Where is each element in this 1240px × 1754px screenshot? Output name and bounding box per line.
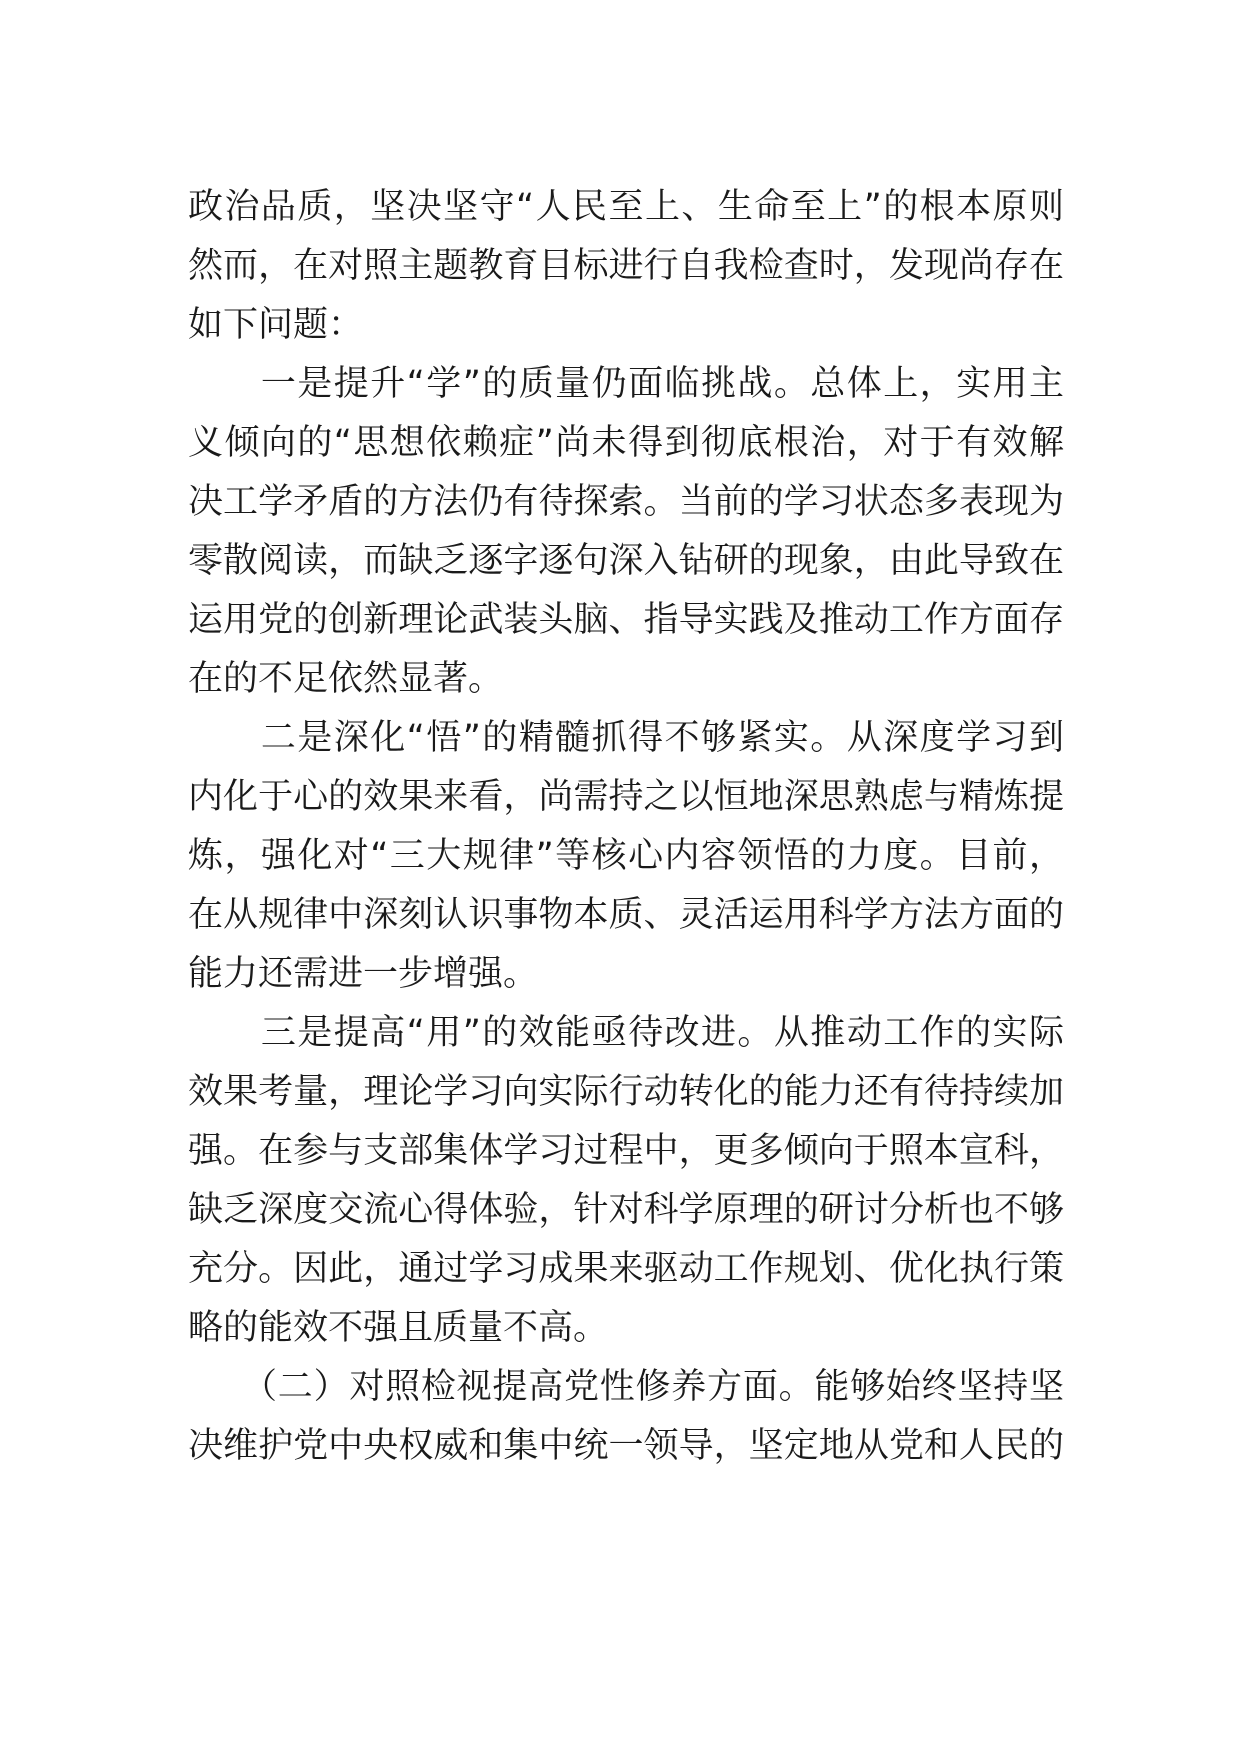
text-line: 效果考量，理论学习向实际行动转化的能力还有待持续加 (188, 1072, 1064, 1112)
text-line: 能力还需进一步增强。 (188, 954, 539, 994)
text-line: 如下问题： (188, 305, 364, 345)
text-line: 一是提升“学”的质量仍面临挑战。总体上，实用主 (188, 364, 1064, 404)
text-line: 充分。因此，通过学习成果来驱动工作规划、优化执行策 (188, 1249, 1064, 1289)
text-line: 缺乏深度交流心得体验，针对科学原理的研讨分析也不够 (188, 1190, 1064, 1230)
text-line: 在的不足依然显著。 (188, 659, 504, 699)
text-line: 决工学矛盾的方法仍有待探索。当前的学习状态多表现为 (188, 482, 1064, 522)
text-line: 二是深化“悟”的精髓抓得不够紧实。从深度学习到 (188, 718, 1064, 758)
text-line: （二）对照检视提高党性修养方面。能够始终坚持坚 (188, 1367, 1064, 1407)
text-line: 运用党的创新理论武装头脑、指导实践及推动工作方面存 (188, 600, 1064, 640)
text-line: 略的能效不强且质量不高。 (188, 1308, 609, 1348)
text-line: 零散阅读，而缺乏逐字逐句深入钻研的现象，由此导致在 (188, 541, 1064, 581)
text-line: 义倾向的“思想依赖症”尚未得到彻底根治，对于有效解 (188, 423, 1064, 463)
text-line: 内化于心的效果来看，尚需持之以恒地深思熟虑与精炼提 (188, 777, 1064, 817)
text-line: 炼，强化对“三大规律”等核心内容领悟的力度。目前， (188, 836, 1064, 876)
text-line: 在从规律中深刻认识事物本质、灵活运用科学方法方面的 (188, 895, 1064, 935)
text-line: 三是提高“用”的效能亟待改进。从推动工作的实际 (188, 1013, 1064, 1053)
text-line: 强。在参与支部集体学习过程中，更多倾向于照本宣科， (188, 1131, 1064, 1171)
text-line: 然而，在对照主题教育目标进行自我检查时，发现尚存在 (188, 246, 1064, 286)
text-line: 政治品质，坚决坚守“人民至上、生命至上”的根本原则 (188, 187, 1064, 227)
text-line: 决维护党中央权威和集中统一领导，坚定地从党和人民的 (188, 1426, 1064, 1466)
